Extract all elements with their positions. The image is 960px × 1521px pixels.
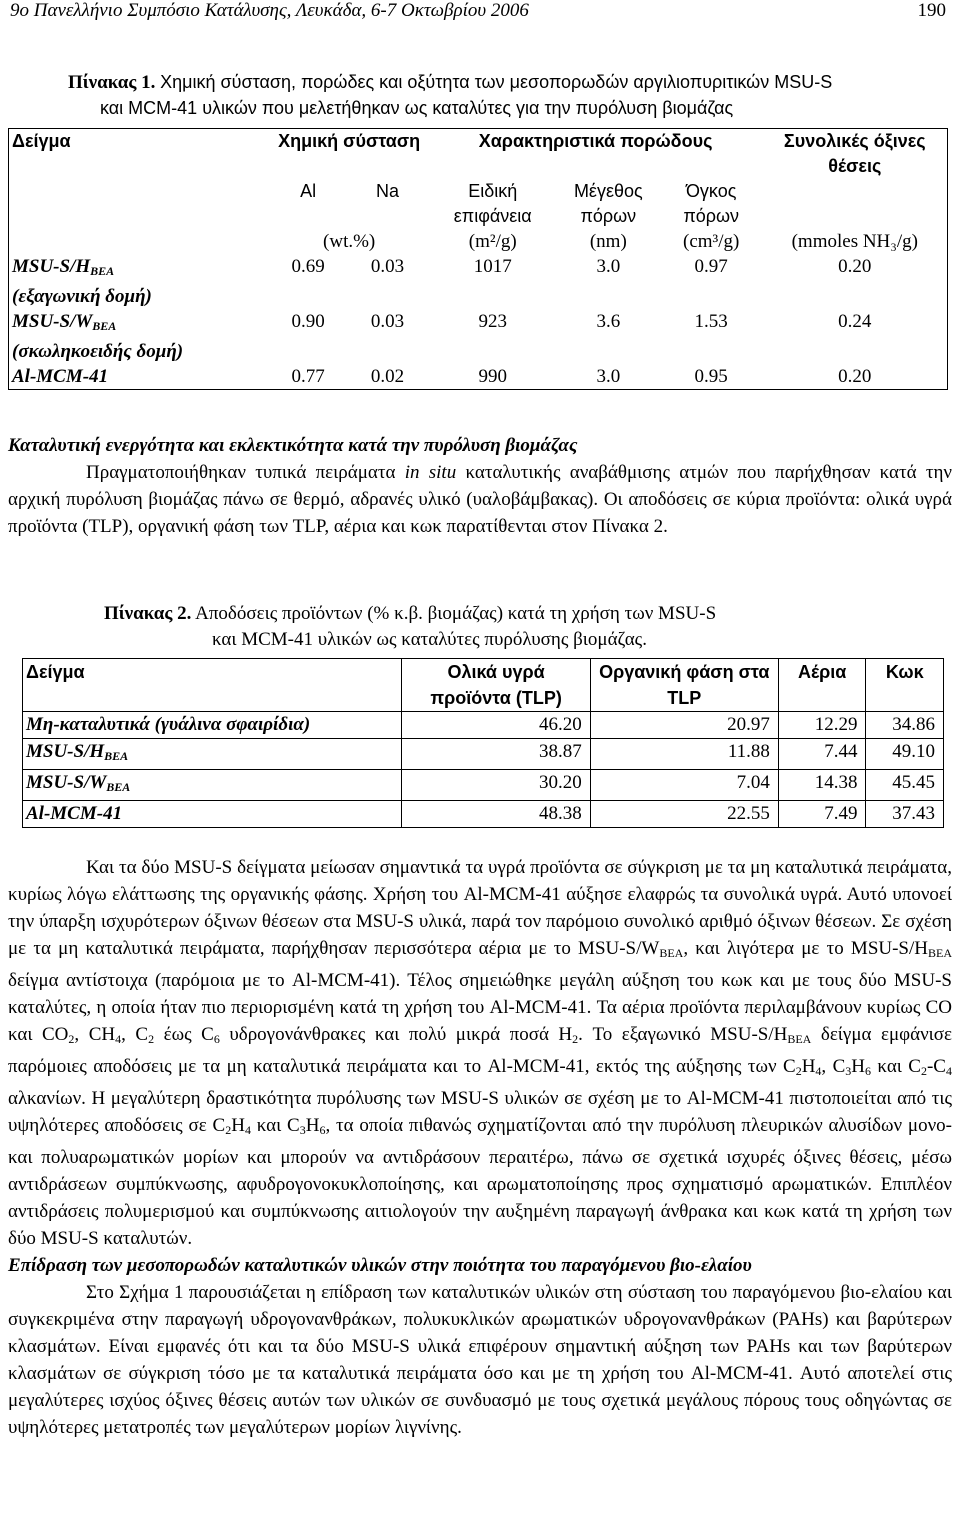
table2-label: Πίνακας 2. — [104, 603, 192, 624]
t1-h-acid: Συνολικές όξινες θέσεις — [783, 131, 926, 176]
t1-h-na: Na — [376, 181, 400, 201]
conference-title: 9ο Πανελλήνιο Συμπόσιο Κατάλυσης, Λευκάδα, 6-7 Οκτωβρίου 2006 — [10, 0, 529, 21]
paragraph: Πραγματοποιήθηκαν τυπικά πειράματα in situ καταλυτικής αναβάθμισης ατμών που παρήχθησαν κατά την αρχική πυρόλυση βιομάζας πάνω σε θερμό, αδρανές υλικό (υαλοβάμβακας). Οι αποδόσεις σε κύρια προϊόντα: ολικά υγρά προϊόντα (TLP), οργανική φάση των TLP, αέρια και κωκ παρατίθενται στον Πίνακα 2. — [8, 462, 953, 537]
table-row: MSU-$S/W_{BEA}$ 30.20 7.04 14.38 45.45 — [23, 770, 944, 801]
paragraph: Στο Σχήμα 1 παρουσιάζεται η επίδραση των καταλυτικών υλικών στη σύσταση του παραγόμενου βιο-ελαίου και συγκεκριμένα στην παραγωγή υδρογονανθράκων, πολυκυκλικών αρωματικών υδρογονανθράκων (PAHs) και βαρύτερων κλασμάτων. Είναι εμφανές ότι και τα δύο MSU-S υλικά επιφέρουν σημαντική αύξηση των PAHs και των βαρύτερων κλασμάτων σε σύγκριση τόσο με τα καταλυτικά πειράματα όσο και με τη χρήση του Al-MCM-41. Αυτό αποτελεί στις μεγαλύτερες ισχύος όξινες θέσεις αυτών των υλικών σε συνδυασμό με τους σχετικά μεγάλους πόρους τους οδηγώντας σε υψηλότερες μετατροπές των μεγαλύτερων μορίων λιγνίνης. — [8, 1282, 952, 1438]
section-heading: Καταλυτική ενεργότητα και εκλεκτικότητα κατά την πυρόλυση βιομάζας — [8, 435, 578, 456]
table-row: Al-MCM-41 0.77 0.02 990 3.0 0.95 0.20 — [12, 366, 872, 387]
table2-caption-line2: και MCM-41 υλικών ως καταλύτες πυρόλυσης βιομάζας. — [212, 629, 647, 650]
table-row: MSU-$S/H_{BEA}$ 38.87 11.88 7.44 49.10 — [23, 739, 944, 770]
section-catalytic — [8, 432, 952, 540]
table2-caption: Πίνακας 2. Αποδόσεις προϊόντων (% κ.β. βιομάζας) κατά τη χρήση των MSU-S — [104, 603, 717, 624]
t1-h-surface: Ειδική επιφάνεια — [453, 181, 532, 226]
table1-caption-line2: και MCM-41 υλικών που μελετήθηκαν ως καταλύτες για την πυρόλυση βιομάζας — [100, 98, 734, 118]
t1-h-porevol: Όγκος πόρων — [683, 181, 740, 226]
paragraph: Και τα δύο MSU-S δείγματα μείωσαν σημαντικά τα υγρά προϊόντα σε σύγκριση με τα μη καταλυτικά πειράματα, κυρίως λόγω ελάττωσης της οργανικής φάσης. Χρήση του Al-MCM-41 αύξησε ελαφρώς τα συνολικά υγρά. Αυτό υπονοεί την ύπαρξη ισχυρότερων όξινων θέσεων στα MSU-S υλικά, παρά τον παρόμοιο συνολικό αριθμό όξινων θέσεων. Σε σχέση με τα μη καταλυτικά πειράματα, παρήχθησαν περισσότερα αέρια με το MSU-$S/W_{BEA}$, και λιγότερα με το MSU-$S/H_{BEA}$ δείγμα αντίστοιχα (παρόμοια με το Al-MCM-41). Τέλος σημειώθηκε μεγάλη αύξηση του κωκ και με τους δύο MSU-S καταλύτες, η οποία ήταν πιο περιορισμένη κατά τη χρήση του Al-MCM-41. Τα αέρια προϊόντα περιλαμβάνουν κυρίως CO και $CO_2$, $CH_4$, $C_2$ έως $C_6$ υδρογονάνθρακες και πολύ μικρά ποσά $H_2$. Το εξαγωνικό MSU-$S/H_{BEA}$ δείγμα εμφάνισε παρόμοιες αποδόσεις με τα μη καταλυτικά πειράματα και το Al-MCM-41, εκτός της αύξησης των $C_2H_4$, $C_3H_6$ και $C_2-C_4$ αλκανίων. Η μεγαλύτερη δραστικότητα πυρόλυσης των MSU-S υλικών σε σχέση με το Al-MCM-41 πιστοποιείται από τις υψηλότερες αποδόσεις σε $C_2H_4$ και $C_3H_6$, τα οποία πιθανώς σχηματίζονται από την πυρόλυση πλευρικών αλυσίδων μονο- και πολυαρωματικών μορίων και μπορούν να αντιδράσουν περαιτέρω, πάνω σε σχετικά ισχυρές όξινες θέσεις, μέσω αντιδράσεων συμπύκνωσης, αφυδρογονοκυκλοποίησης, και αρωματοποίησης προς σχηματισμό αρωματικών. Επιπλέον αντιδράσεις πολυμερισμού και συμπύκνωσης αιτιολογούν την αυξημένη παραγωγή άνθρακα και κωκ κατά τη χρήση των δύο MSU-S καταλυτών. — [8, 857, 953, 1249]
table-row: Al-MCM-41 48.38 22.55 7.49 37.43 — [23, 801, 944, 828]
t1-u-nm: (nm) — [589, 231, 627, 252]
section-results — [8, 854, 952, 1441]
t1-u-wt: (wt.%) — [323, 231, 376, 252]
section-heading: Επίδραση των μεσοπορωδών καταλυτικών υλικών στην ποιότητα του παραγόμενου βιο-ελαίου — [8, 1255, 752, 1276]
t1-h-composition: Χημική σύσταση — [278, 131, 421, 151]
page-number: 190 — [917, 0, 946, 21]
t1-h-al: Al — [300, 181, 317, 201]
table-row: MSU-$S/H_{BEA}$ (εξαγωνική δομή) 0.69 0.03 1017 3.0 0.97 0.20 — [12, 256, 872, 307]
page-header — [10, 0, 946, 26]
table-row: MSU-$S/W_{BEA}$ (σκωληκοειδής δομή) 0.90 0.03 923 3.6 1.53 0.24 — [12, 311, 872, 362]
t1-u-acid: (mmoles NH₃/g) — [791, 231, 919, 252]
table1-label: Πίνακας 1. — [68, 72, 156, 93]
t1-u-vol: (cm³/g) — [683, 231, 740, 252]
table-row: Μη-καταλυτικά (γυάλινα σφαιρίδια) 46.20 20.97 12.29 34.86 — [23, 712, 944, 739]
table1 — [8, 128, 948, 390]
t1-u-surface: (m²/g) — [468, 231, 517, 252]
t1-h-poresize: Μέγεθος πόρων — [573, 181, 643, 226]
table2: Δείγμα Ολικά υγρά προϊόντα (TLP) Οργανική φάση στα TLP Αέρια Κωκ Μη-καταλυτικά (γυάλινα σφαιρίδια) 46.20 20.97 12.29 34.86 MSU-$S/H_{BEA}$ 38.87 11.88 7.44 49.10 MSU-$S/W_{BEA}$ 30.20 7.04 14.38 45.45 Al-MCM-41 48.38 22.55 7.49 37.43 — [22, 658, 944, 828]
t1-h-porosity: Χαρακτηριστικά πορώδους — [478, 131, 713, 151]
table1-caption: Πίνακας 1. Χημική σύσταση, πορώδες και οξύτητα των μεσοπορωδών αργιλιοπυριτικών MSU-S — [68, 72, 833, 93]
t1-h-sample: Δείγμα — [12, 131, 71, 151]
